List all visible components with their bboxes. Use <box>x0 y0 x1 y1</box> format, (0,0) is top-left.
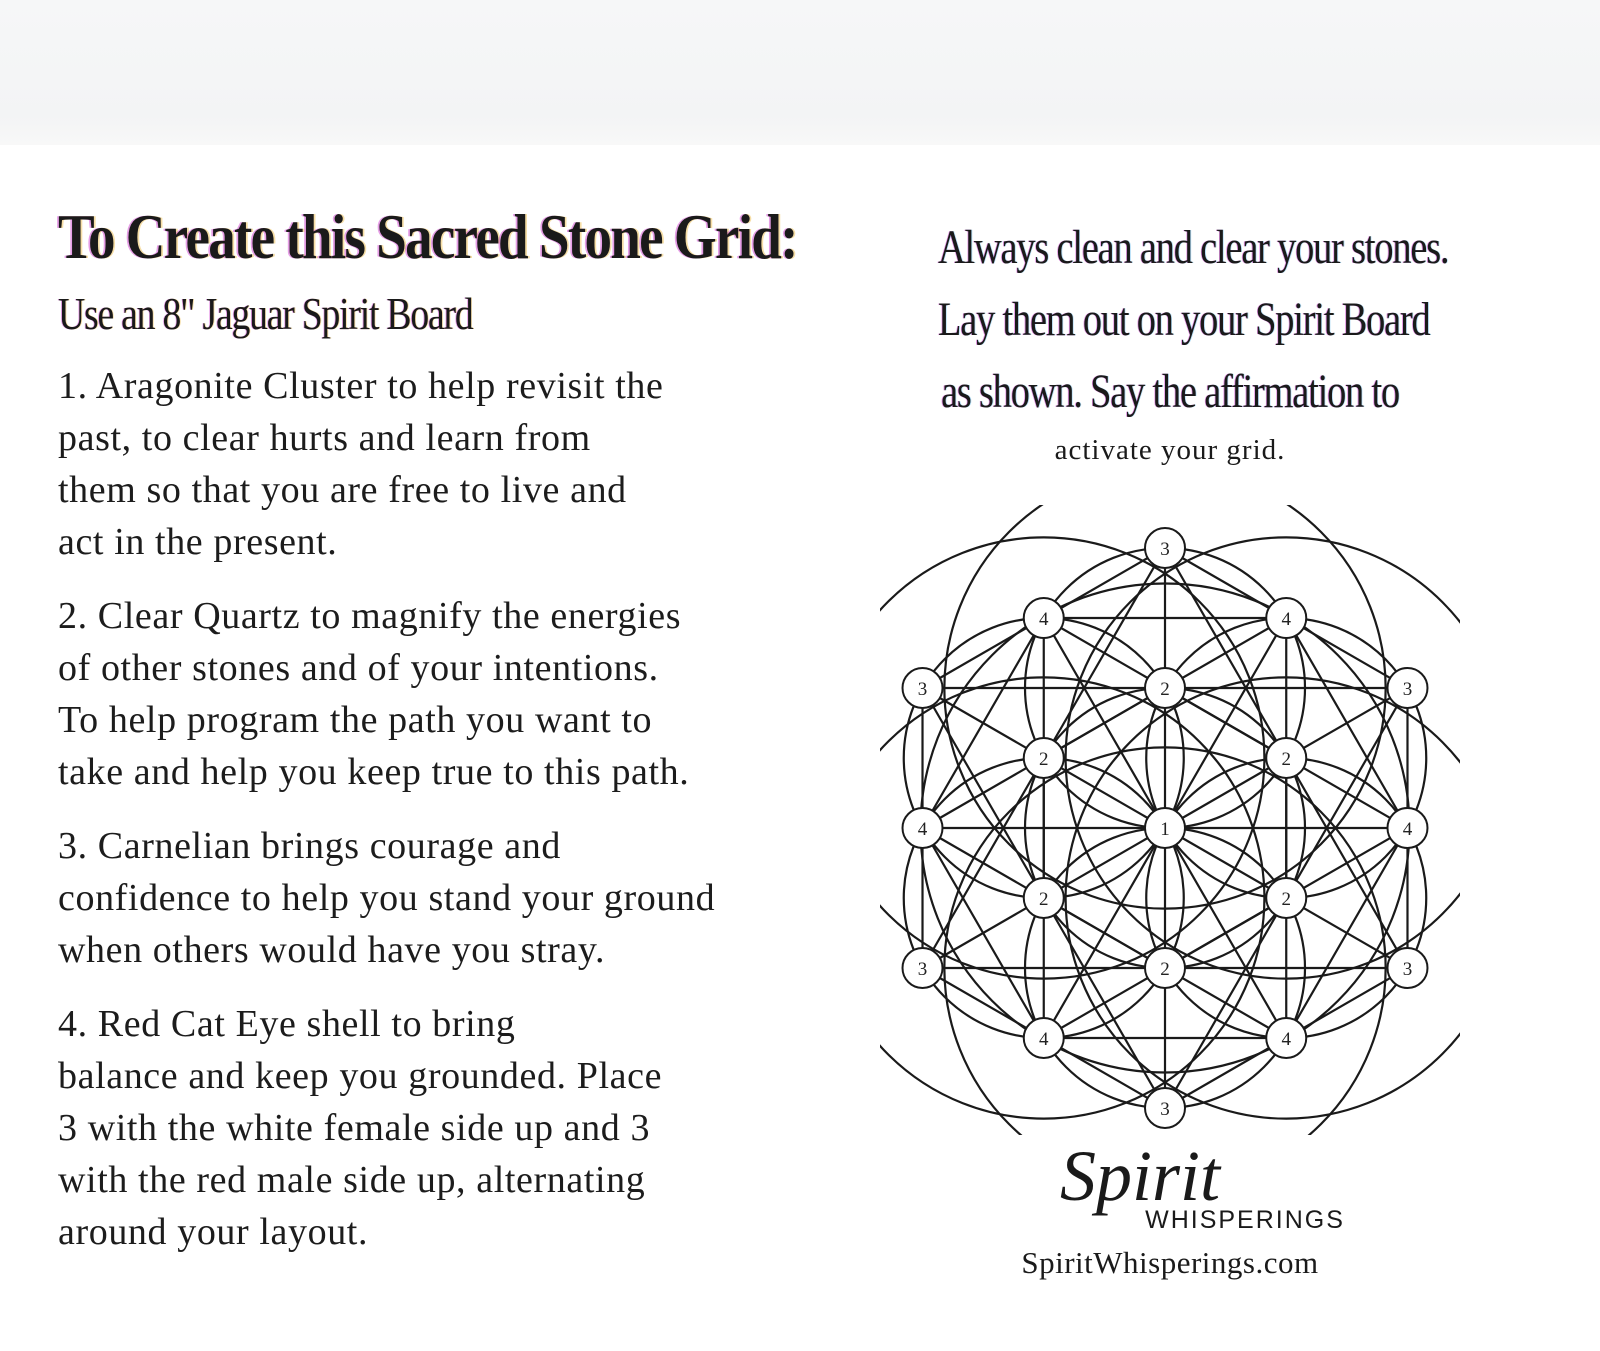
header-line-1: Always clean and clear your stones. <box>938 221 1449 274</box>
node-inner-label: 2 <box>1160 679 1170 700</box>
node-four-label: 4 <box>1039 609 1049 630</box>
node-four-label: 4 <box>917 819 928 840</box>
scan-background <box>0 0 1600 145</box>
node-inner <box>1145 668 1185 708</box>
node-three <box>1387 668 1427 708</box>
step-3: 3. Carnelian brings courage and confidence to help you stand your ground when others would have you stray. <box>58 825 716 971</box>
node-three <box>903 948 943 988</box>
node-three-label: 3 <box>1160 1099 1170 1120</box>
node-inner <box>1266 738 1306 778</box>
instructions-column <box>58 201 818 1280</box>
cross-edge <box>923 688 1044 898</box>
node-three-label: 3 <box>917 679 928 700</box>
stone-grid-diagram <box>880 505 1460 1135</box>
node-three <box>903 668 943 708</box>
node-four <box>1024 1018 1064 1058</box>
subtitle: Use an 8" Jaguar Spirit Board <box>58 288 473 339</box>
node-three <box>1145 528 1185 568</box>
node-center <box>1145 808 1185 848</box>
header-line-3: as shown. Say the affirmation to <box>941 365 1399 418</box>
node-four <box>1266 1018 1306 1058</box>
node-four-label: 4 <box>1039 1029 1049 1050</box>
brand-sub: WHISPERINGS <box>1145 1206 1345 1234</box>
brand-script: Spirit <box>1059 1136 1221 1216</box>
page-title: To Create this Sacred Stone Grid: <box>58 201 797 272</box>
node-four-label: 4 <box>1281 609 1291 630</box>
node-inner <box>1024 738 1064 778</box>
node-four <box>1387 808 1427 848</box>
node-three-label: 3 <box>1402 959 1413 980</box>
node-three <box>1145 1088 1185 1128</box>
outer-arc-circle <box>880 677 1264 1118</box>
node-three-label: 3 <box>917 959 928 980</box>
header-line-2: Lay them out on your Spirit Board <box>938 293 1430 346</box>
step-4: 4. Red Cat Eye shell to bring balance and keep you grounded. Place 3 with the white female side up and 3 with the red male side up, alternating around your layout. <box>58 1003 663 1253</box>
node-inner <box>1145 948 1185 988</box>
node-four <box>1266 598 1306 638</box>
node-inner <box>1266 878 1306 918</box>
node-inner-label: 2 <box>1281 889 1291 910</box>
node-three-label: 3 <box>1402 679 1413 700</box>
node-inner-label: 2 <box>1039 889 1049 910</box>
node-center-label: 1 <box>1160 819 1170 840</box>
node-three <box>1387 948 1427 988</box>
node-inner-label: 2 <box>1160 959 1170 980</box>
instruction-header <box>880 212 1460 467</box>
node-inner-label: 2 <box>1281 749 1291 770</box>
step-1: 1. Aragonite Cluster to help revisit the past, to clear hurts and learn from them so that you are free to live and act in the present. <box>58 365 664 563</box>
node-four-label: 4 <box>1281 1029 1291 1050</box>
node-four <box>1024 598 1064 638</box>
header-small-line: activate your grid. <box>1054 434 1286 466</box>
node-inner-label: 2 <box>1039 749 1049 770</box>
cross-edge <box>1286 758 1407 968</box>
cross-edge <box>923 758 1044 968</box>
brand-url: SpiritWhisperings.com <box>1021 1245 1319 1280</box>
node-inner <box>1024 878 1064 918</box>
steps-list <box>58 360 818 1258</box>
node-four <box>903 808 943 848</box>
cross-edge <box>1286 688 1407 898</box>
node-four-label: 4 <box>1402 819 1413 840</box>
step-2: 2. Clear Quartz to magnify the energies of other stones and of your intentions. To help program the path you want to take and help you keep true to this path. <box>58 595 690 793</box>
outer-arc-circle <box>880 537 1264 978</box>
node-three-label: 3 <box>1160 539 1170 560</box>
brand-logo <box>970 1136 1370 1281</box>
